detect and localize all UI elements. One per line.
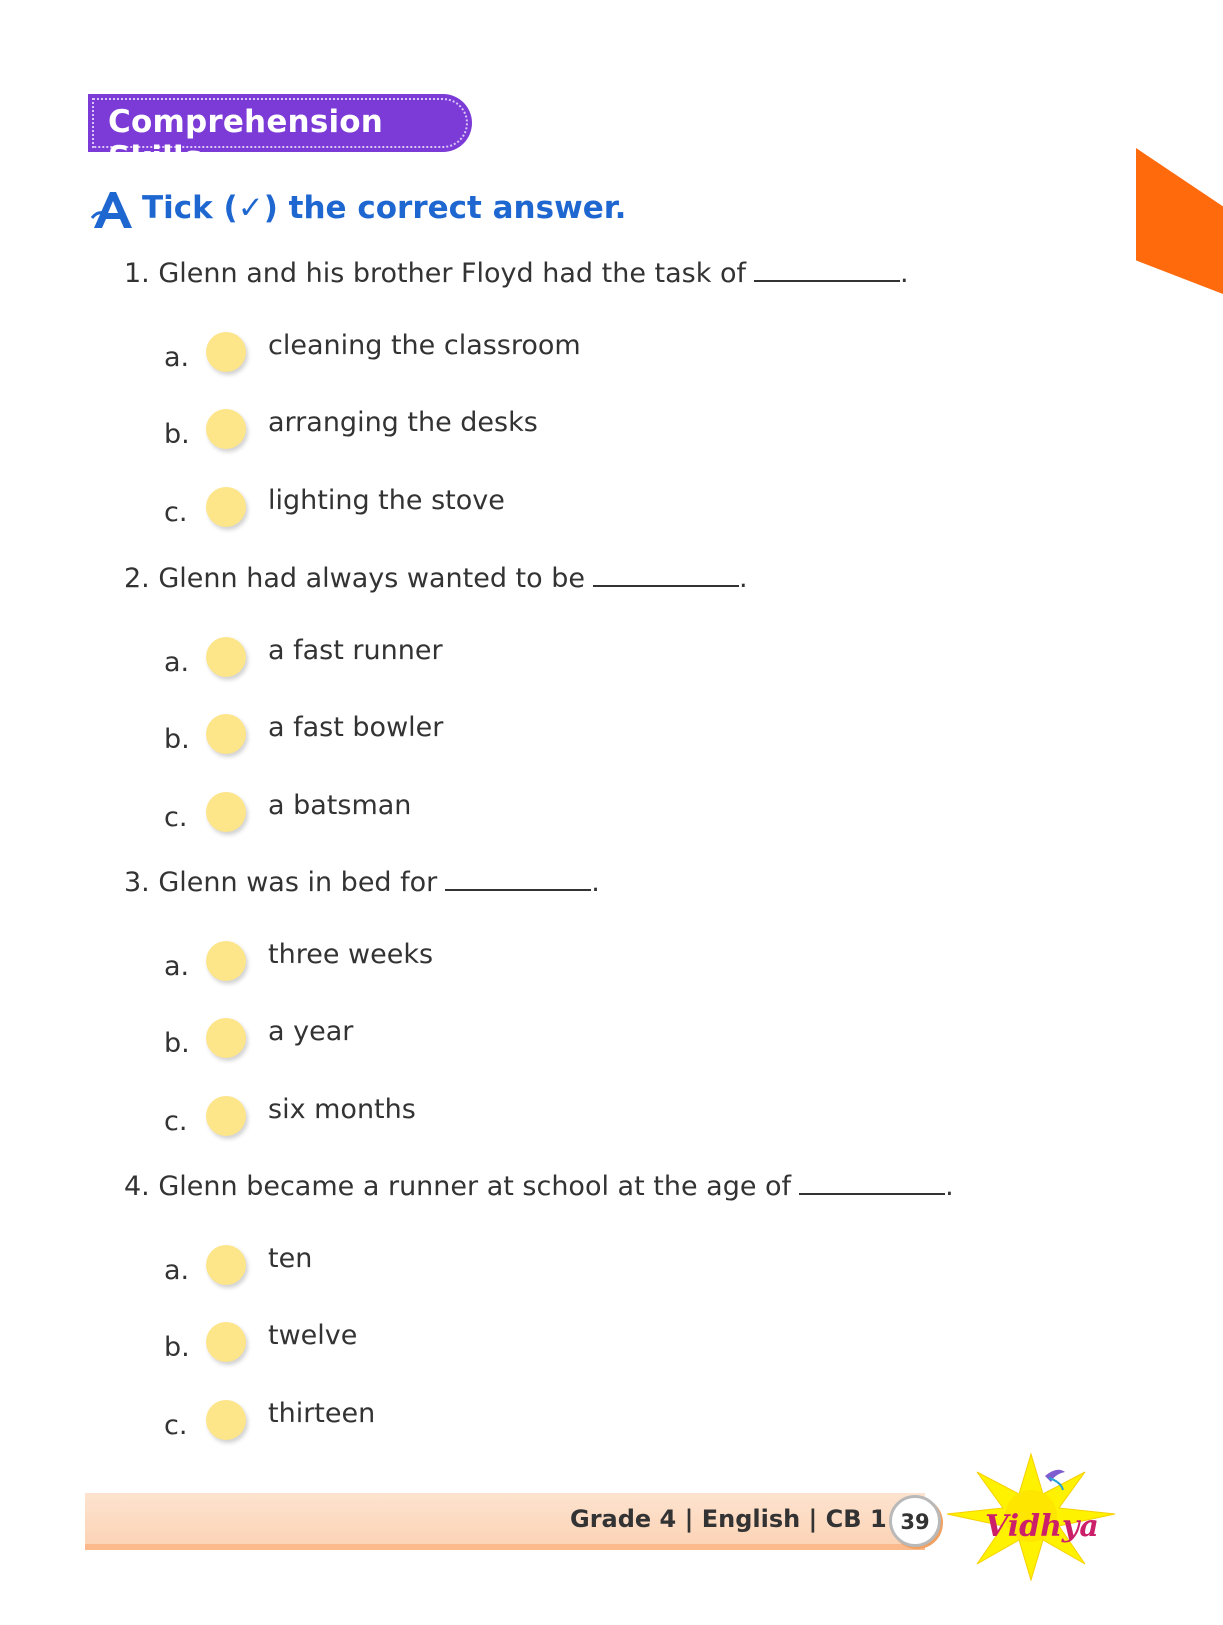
option-text: a fast runner xyxy=(268,635,443,666)
tick-circle[interactable] xyxy=(206,1400,246,1440)
answer-blank xyxy=(593,563,739,587)
tick-circle[interactable] xyxy=(206,1096,246,1136)
option-text: twelve xyxy=(268,1320,358,1351)
task-letter: A xyxy=(108,220,115,231)
task-heading: Tick (✓) the correct answer. xyxy=(142,190,627,226)
option-letter: c. xyxy=(164,1106,188,1137)
option-letter: a. xyxy=(164,342,190,373)
option-letter: b. xyxy=(164,724,190,755)
question-period: . xyxy=(899,258,909,289)
question-1 xyxy=(124,258,909,289)
question-period: . xyxy=(738,563,748,594)
tick-circle[interactable] xyxy=(206,1322,246,1362)
option-letter: c. xyxy=(164,497,188,528)
question-3 xyxy=(124,867,600,898)
question-4 xyxy=(124,1171,954,1202)
option-text: six months xyxy=(268,1094,416,1125)
option-text: a batsman xyxy=(268,790,412,821)
question-text: Glenn was in bed for xyxy=(158,867,438,898)
question-text: Glenn and his brother Floyd had the task of xyxy=(158,258,746,289)
question-number: 1. xyxy=(124,258,150,289)
question-text: Glenn became a runner at school at the age of xyxy=(158,1171,792,1202)
letter-a-badge-icon xyxy=(90,188,134,232)
option-text: three weeks xyxy=(268,939,434,970)
logo-text: Vidhya xyxy=(985,1509,1099,1544)
answer-blank xyxy=(799,1171,945,1195)
option-letter: a. xyxy=(164,951,190,982)
option-letter: a. xyxy=(164,647,190,678)
tick-circle[interactable] xyxy=(206,409,246,449)
page-number: 39 xyxy=(900,1510,930,1534)
option-text: ten xyxy=(268,1243,313,1274)
footer-strip xyxy=(85,1544,925,1550)
option-letter: b. xyxy=(164,1028,190,1059)
option-text: lighting the stove xyxy=(268,485,505,516)
question-number: 4. xyxy=(124,1171,150,1202)
tick-circle[interactable] xyxy=(206,1018,246,1058)
tick-circle[interactable] xyxy=(206,637,246,677)
question-number: 3. xyxy=(124,867,150,898)
section-badge xyxy=(88,94,472,176)
sun-bird-logo-icon xyxy=(945,1452,1117,1582)
option-letter: b. xyxy=(164,419,190,450)
answer-blank xyxy=(754,258,900,282)
question-2 xyxy=(124,563,748,594)
tick-circle[interactable] xyxy=(206,792,246,832)
question-period: . xyxy=(591,867,600,898)
option-letter: c. xyxy=(164,802,188,833)
question-number: 2. xyxy=(124,563,150,594)
footer-text: Grade 4 | English | CB 1 xyxy=(570,1505,887,1533)
tick-circle[interactable] xyxy=(206,487,246,527)
option-text: thirteen xyxy=(268,1398,376,1429)
option-letter: a. xyxy=(164,1255,190,1286)
option-text: arranging the desks xyxy=(268,407,538,438)
corner-tab xyxy=(1136,148,1223,294)
tick-circle[interactable] xyxy=(206,941,246,981)
question-period: . xyxy=(945,1171,954,1202)
tick-circle[interactable] xyxy=(206,1245,246,1285)
tick-circle[interactable] xyxy=(206,714,246,754)
question-text: Glenn had always wanted to be xyxy=(158,563,585,594)
option-text: cleaning the classroom xyxy=(268,330,581,361)
option-letter: c. xyxy=(164,1410,188,1441)
option-letter: b. xyxy=(164,1332,190,1363)
tick-circle[interactable] xyxy=(206,332,246,372)
page-number-badge xyxy=(889,1495,941,1547)
option-text: a fast bowler xyxy=(268,712,444,743)
answer-blank xyxy=(445,867,591,891)
section-title: Comprehension Skills xyxy=(108,104,384,176)
option-text: a year xyxy=(268,1016,354,1047)
